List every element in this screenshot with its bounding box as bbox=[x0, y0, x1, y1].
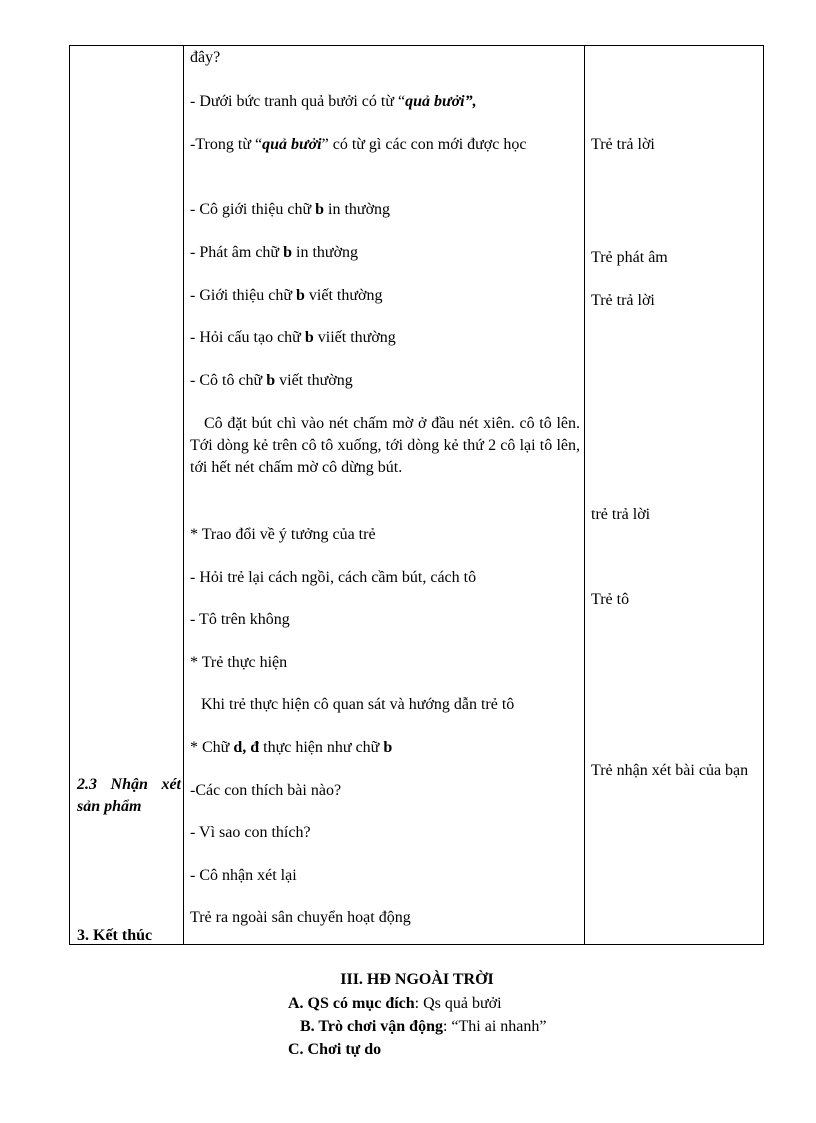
activity-line: - Dưới bức tranh quả bưởi có từ “quả bưởi”, bbox=[190, 93, 477, 110]
activity-line: - Vì sao con thích? bbox=[190, 824, 311, 841]
activity-line: - Phát âm chữ b in thường bbox=[190, 244, 359, 261]
section-heading: 3. Kết thúc bbox=[77, 927, 153, 944]
column-divider-left bbox=[183, 46, 184, 944]
activity-line: -Trong từ “quả bưởi” có từ gì các con mới được học bbox=[190, 136, 527, 153]
activity-line: - Tô trên không bbox=[190, 611, 290, 628]
child-response: trẻ trả lời bbox=[591, 506, 651, 523]
child-response: Trẻ trả lời bbox=[591, 292, 655, 309]
activity-line: - Cô tô chữ b viết thường bbox=[190, 372, 353, 389]
activity-line: -Các con thích bài nào? bbox=[190, 782, 342, 799]
activity-line: - Hỏi trẻ lại cách ngồi, cách cầm bút, cách tô bbox=[190, 569, 477, 586]
activity-line: - Cô nhận xét lại bbox=[190, 867, 297, 884]
activity-line: - Cô giới thiệu chữ b in thường bbox=[190, 201, 391, 218]
child-response: Trẻ phát âm bbox=[591, 249, 668, 266]
activity-item-b: B. Trò chơi vận động: “Thi ai nhanh” bbox=[300, 1018, 547, 1035]
activity-line: * Trao đổi về ý tưởng của trẻ bbox=[190, 526, 376, 543]
activity-item-c: C. Chơi tự do bbox=[288, 1041, 382, 1058]
activity-line: * Trẻ thực hiện bbox=[190, 654, 288, 671]
activity-line: - Hỏi cấu tạo chữ b viiết thường bbox=[190, 329, 396, 346]
column-divider-right bbox=[584, 46, 585, 944]
outdoor-activity-heading: III. HĐ NGOÀI TRỜI bbox=[340, 971, 494, 988]
activity-line: * Chữ d, đ thực hiện như chữ b bbox=[190, 739, 393, 756]
section-heading: 2.3 Nhận xét sản phẩm bbox=[77, 776, 181, 815]
activity-paragraph: Cô đặt bút chì vào nét chấm mờ ở đầu nét xiên. cô tô lên. Tới dòng kẻ trên cô tô xuống, tới dòng kẻ thứ 2 cô lại tô lên, tới hết nét chấm mờ cô dừng bút. bbox=[190, 415, 580, 476]
child-response: Trẻ nhận xét bài của bạn bbox=[591, 762, 749, 779]
activity-line: Khi trẻ thực hiện cô quan sát và hướng dẫn trẻ tô bbox=[201, 696, 515, 713]
child-response: Trẻ trả lời bbox=[591, 136, 655, 153]
activity-line: - Giới thiệu chữ b viết thường bbox=[190, 287, 383, 304]
child-response: Trẻ tô bbox=[591, 591, 630, 608]
activity-line: Trẻ ra ngoài sân chuyển hoạt động bbox=[190, 909, 411, 926]
lesson-table bbox=[69, 45, 764, 945]
activity-item-a: A. QS có mục đích: Qs quả bưởi bbox=[288, 995, 502, 1012]
activity-line: đây? bbox=[190, 49, 221, 66]
